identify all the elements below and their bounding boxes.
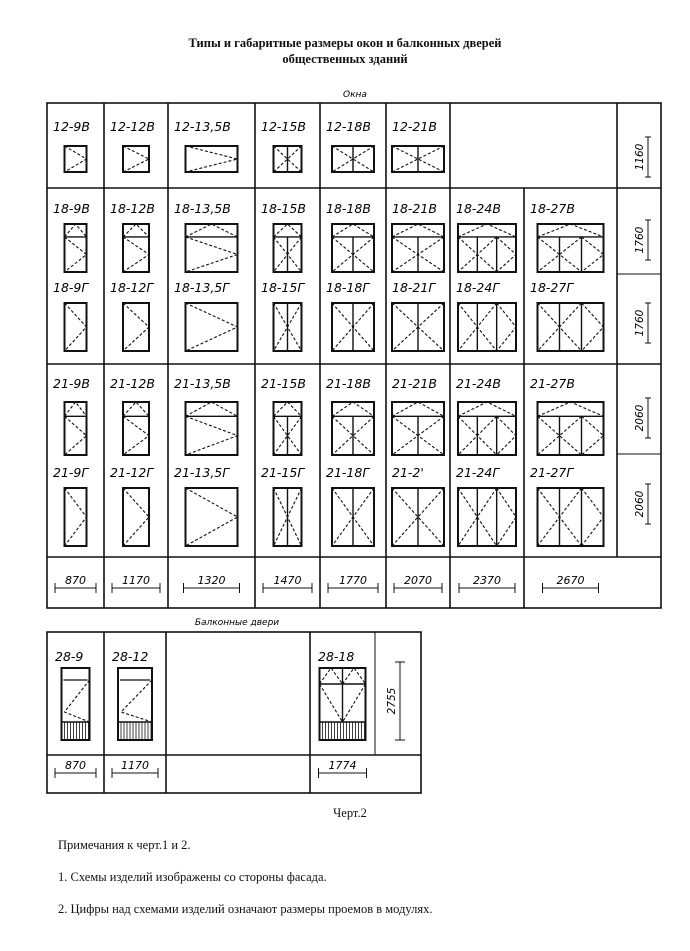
window-type-label: 18-21В [392,201,437,216]
window-type-label: 12-18В [326,119,371,134]
door-opening-indicator [343,684,366,722]
door-type-label: 28-18 [318,649,355,664]
window-type-label: 18-13,5В [174,201,231,216]
window-type-label: 21-27В [530,376,575,391]
window-type-label: 18-18В [326,201,371,216]
window-type-label: 21-27Г [530,465,574,480]
opening-indicator [497,303,516,351]
doors-label: Балконные двери [194,618,280,628]
window-type-label: 21-2' [392,465,424,480]
windows-label: Окна [343,90,367,100]
window-schematic [65,303,87,351]
window-schematic [458,488,516,546]
window-schematic [186,303,238,351]
transom-opening-indicator [332,224,374,237]
opening-indicator [186,146,238,172]
window-type-label: 18-13,5Г [174,280,230,295]
height-dimension-label: 2060 [634,404,646,432]
transom-opening-indicator [65,402,87,416]
width-dimension-label: 870 [65,574,86,587]
door-type-label: 28-9 [55,649,84,664]
door-type-label: 28-12 [112,649,149,664]
transom-opening-indicator [392,402,444,416]
window-schematic [538,488,604,546]
transom-opening-indicator [538,402,604,416]
window-type-label: 12-15В [261,119,306,134]
transom-opening-indicator [320,668,343,684]
window-schematic [538,224,604,272]
opening-indicator [65,237,87,272]
transom-opening-indicator [458,402,516,416]
transom-opening-indicator [274,402,302,416]
window-schematic [538,402,604,455]
window-schematic [65,488,87,546]
opening-indicator [65,416,87,455]
width-dimension-label: 1770 [339,574,367,587]
window-schematic [123,303,149,351]
height-dimension-label: 1760 [634,309,646,337]
opening-indicator [582,416,604,455]
opening-indicator [65,146,87,172]
width-dimension-label: 1470 [273,574,302,587]
window-type-label: 12-12В [110,119,155,134]
window-schematic [65,402,87,455]
transom-opening-indicator [123,402,149,416]
windows-table-grid [47,103,661,608]
opening-indicator [497,416,516,455]
window-type-label: 18-15Г [261,280,305,295]
opening-indicator [497,488,516,546]
transom-opening-indicator [458,224,516,237]
height-dimension-label: 1160 [634,143,646,171]
opening-indicator [123,488,149,546]
window-type-label: 12-9В [53,119,90,134]
window-schematic [186,402,238,455]
title-line-1: Типы и габаритные размеры окон и балконных дверей [188,36,502,50]
window-type-label: 21-12Г [110,465,154,480]
window-type-label: 21-21В [392,376,437,391]
transom-opening-indicator [538,224,604,237]
window-type-label: 18-12В [110,201,155,216]
window-type-label: 21-15В [261,376,306,391]
transom-opening-indicator [186,402,238,416]
window-type-label: 18-24В [456,201,501,216]
height-dimension-label: 1760 [634,226,646,254]
drawing-caption: Черт.2 [333,806,367,820]
opening-indicator [186,303,238,351]
width-dimension-label: 870 [65,759,86,772]
window-type-label: 12-21В [392,119,437,134]
window-schematic [123,224,149,272]
notes-title: Примечания к черт.1 и 2. [58,838,191,852]
door-opening-indicator [65,680,90,722]
window-schematic [65,224,87,272]
transom-opening-indicator [332,402,374,416]
window-type-label: 18-21Г [392,280,436,295]
window-schematic [186,224,238,272]
windows-table-border [47,103,661,608]
door-opening-indicator [320,684,343,722]
window-type-label: 21-9Г [53,465,89,480]
window-type-label: 21-24Г [456,465,500,480]
window-type-label: 21-24В [456,376,501,391]
width-dimension-label: 1320 [197,574,226,587]
opening-indicator [582,237,604,272]
window-type-label: 12-13,5В [174,119,231,134]
width-dimension-label: 1774 [328,759,357,772]
window-type-label: 18-12Г [110,280,154,295]
window-type-label: 21-9В [53,376,90,391]
window-type-label: 21-13,5Г [174,465,230,480]
window-schematic [123,146,149,172]
opening-indicator [497,237,516,272]
window-type-label: 18-24Г [456,280,500,295]
transom-opening-indicator [186,224,238,237]
width-dimension-label: 1170 [122,574,150,587]
opening-indicator [123,303,149,351]
height-dimension-label: 2755 [386,687,398,715]
width-dimension-label: 2370 [473,574,501,587]
window-type-label: 18-18Г [326,280,370,295]
width-dimension-label: 1170 [121,759,149,772]
title-line-2: общественных зданий [282,52,408,66]
window-type-label: 21-15Г [261,465,305,480]
window-schematic [458,303,516,351]
window-type-label: 21-18В [326,376,371,391]
window-schematic [123,488,149,546]
width-dimension-label: 2070 [404,574,432,587]
generated-drawing-elements [53,119,651,778]
window-schematic [186,488,238,546]
opening-indicator [65,303,87,351]
opening-indicator [186,237,238,272]
window-type-label: 18-15В [261,201,306,216]
height-dimension-label: 2060 [634,490,646,518]
width-dimension-label: 2670 [556,574,585,587]
window-type-label: 18-9В [53,201,90,216]
opening-indicator [123,146,149,172]
opening-indicator [123,416,149,455]
window-type-label: 18-27Г [530,280,574,295]
window-type-label: 21-13,5В [174,376,231,391]
note-2: 2. Цифры над схемами изделий означают размеры проемов в модулях. [58,902,433,916]
opening-indicator [582,303,604,351]
opening-indicator [123,237,149,272]
window-schematic [123,402,149,455]
door-opening-indicator [121,680,152,722]
door-schematic [118,668,152,740]
transom-opening-indicator [65,224,87,237]
note-1: 1. Схемы изделий изображены со стороны фасада. [58,870,327,884]
opening-indicator [186,416,238,455]
opening-indicator [186,488,238,546]
window-schematic [186,146,238,172]
transom-opening-indicator [274,224,302,237]
window-type-label: 18-9Г [53,280,89,295]
window-type-label: 21-18Г [326,465,370,480]
opening-indicator [582,488,604,546]
window-type-label: 18-27В [530,201,575,216]
transom-opening-indicator [343,668,366,684]
window-schematic [65,146,87,172]
window-type-label: 21-12В [110,376,155,391]
opening-indicator [65,488,87,546]
window-schematic [538,303,604,351]
transom-opening-indicator [392,224,444,237]
transom-opening-indicator [123,224,149,237]
